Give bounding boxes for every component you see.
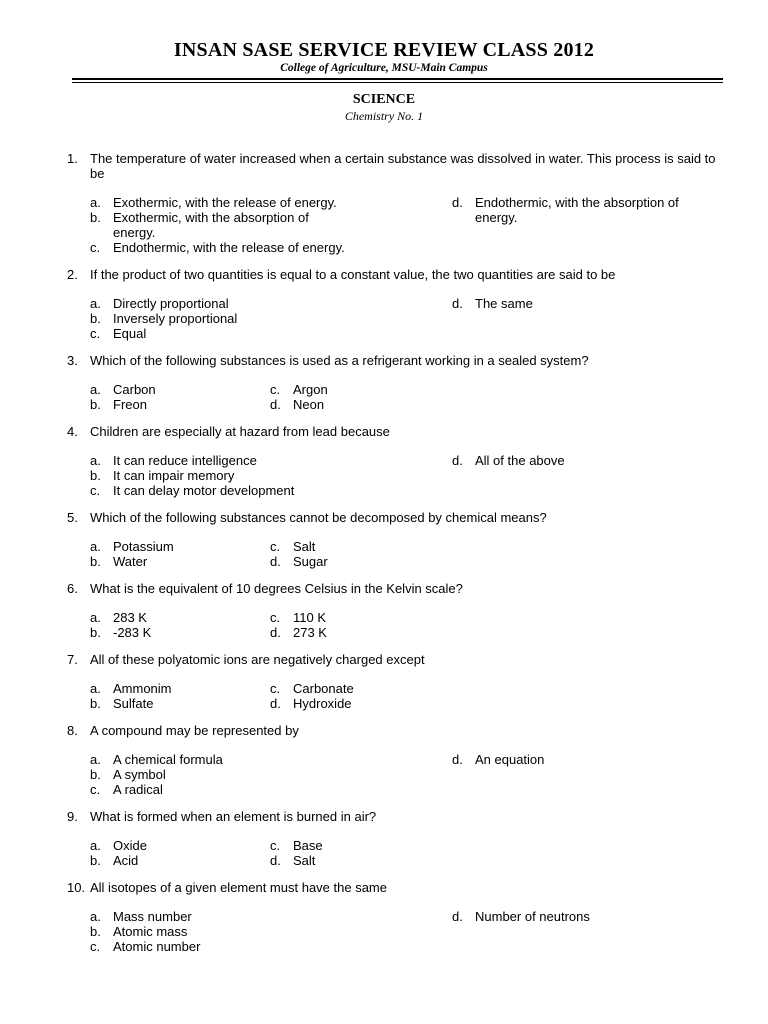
question-stem [0,652,768,667]
option-letter: c. [270,539,281,554]
option-text: Carbonate [293,681,354,696]
option-letter: b. [90,311,101,326]
option-letter: b. [90,554,101,569]
option-letter: d. [452,453,463,468]
option-text: Sugar [293,554,328,569]
question-stem [0,581,768,596]
option-text: Salt [293,539,316,554]
option-letter: b. [90,210,101,225]
question-number: 7. [67,652,78,667]
question-1 [0,151,768,255]
question-number: 6. [67,581,78,596]
option-letter: a. [90,838,101,853]
option-letter: a. [90,195,101,210]
question-4 [0,424,768,498]
option-letter: c. [90,782,101,797]
option-text: Ammonim [113,681,172,696]
option-letter: d. [270,397,281,412]
question-stem [0,723,768,738]
option-text: 283 K [113,610,147,625]
question-6 [0,581,768,640]
option-text: Mass number [113,909,192,924]
option-text: Water [113,554,148,569]
question-2 [0,267,768,341]
option-text: Hydroxide [293,696,352,711]
option-letter: a. [90,681,101,696]
option-text: Sulfate [113,696,154,711]
question-text: Children are especially at hazard from lead because [90,424,390,439]
option-letter: d. [270,625,281,640]
option-text: Base [293,838,323,853]
option-text: Argon [293,382,328,397]
question-text: Which of the following substances cannot be decomposed by chemical means? [90,510,547,525]
answer-options [0,195,768,255]
option-text: All of the above [475,453,565,468]
question-number: 8. [67,723,78,738]
subject-subtitle: Chemistry No. 1 [344,109,424,123]
question-5 [0,510,768,569]
page-title: INSAN SASE SERVICE REVIEW CLASS 2012 [173,39,595,61]
option-letter: c. [90,483,101,498]
answer-options [0,382,768,412]
answer-options [0,838,768,868]
option-text: An equation [475,752,545,767]
option-letter: a. [90,382,101,397]
option-letter: b. [90,397,101,412]
header-rule-thin [72,82,723,83]
option-letter: a. [90,296,101,311]
question-stem [0,151,768,181]
question-stem [0,880,768,895]
option-text: Exothermic, with the absorption of energy. [113,210,309,240]
option-text: It can delay motor development [113,483,295,498]
question-text: All of these polyatomic ions are negatively charged except [90,652,425,667]
answer-options [0,453,768,498]
question-3 [0,353,768,412]
question-stem [0,510,768,525]
option-letter: d. [270,554,281,569]
option-text: Endothermic, with the absorption of energy. [475,195,679,225]
option-letter: c. [270,382,281,397]
question-text: A compound may be represented by [90,723,299,738]
option-text: Equal [113,326,147,341]
question-number: 5. [67,510,78,525]
option-text: Oxide [113,838,147,853]
option-text: Freon [113,397,147,412]
college-line: College of Agriculture, MSU-Main Campus [280,62,488,74]
question-8 [0,723,768,797]
option-text: Acid [113,853,139,868]
option-letter: b. [90,625,101,640]
option-text: A symbol [113,767,166,782]
question-stem [0,809,768,824]
option-letter: a. [90,752,101,767]
question-9 [0,809,768,868]
option-text: The same [475,296,533,311]
question-10 [0,880,768,954]
answer-options [0,296,768,341]
option-letter: c. [90,939,101,954]
question-text: The temperature of water increased when a certain substance was dissolved in water. This process is said to be [90,151,716,181]
option-text: A chemical formula [113,752,223,767]
answer-options [0,610,768,640]
option-letter: b. [90,468,101,483]
option-letter: d. [452,296,463,311]
option-text: Exothermic, with the release of energy. [113,195,337,210]
option-letter: d. [270,853,281,868]
option-text: 273 K [293,625,327,640]
option-letter: a. [90,453,101,468]
answer-options [0,539,768,569]
option-letter: b. [90,767,101,782]
question-number: 2. [67,267,78,282]
option-text: Inversely proportional [113,311,238,326]
option-letter: c. [270,681,281,696]
question-7 [0,652,768,711]
option-letter: c. [270,610,281,625]
subject-heading: SCIENCE [352,92,416,107]
option-letter: a. [90,539,101,554]
question-number: 3. [67,353,78,368]
option-text: It can reduce intelligence [113,453,257,468]
option-text: Directly proportional [113,296,229,311]
option-letter: b. [90,924,101,939]
question-number: 1. [67,151,78,166]
option-text: It can impair memory [113,468,235,483]
question-text: Which of the following substances is used as a refrigerant working in a sealed system? [90,353,589,368]
question-stem [0,353,768,368]
option-text: -283 K [113,625,152,640]
header-rule-thick [72,78,723,80]
answer-options [0,909,768,954]
option-text: Atomic number [113,939,201,954]
option-text: Endothermic, with the release of energy. [113,240,345,255]
question-text: All isotopes of a given element must have the same [90,880,387,895]
question-number: 10. [67,880,86,895]
question-text: What is the equivalent of 10 degrees Celsius in the Kelvin scale? [90,581,463,596]
option-letter: c. [270,838,281,853]
option-letter: d. [452,195,463,210]
option-text: 110 K [293,610,327,625]
option-letter: a. [90,610,101,625]
option-text: Atomic mass [113,924,188,939]
question-text: What is formed when an element is burned in air? [90,809,377,824]
question-list [0,151,768,966]
question-text: If the product of two quantities is equal to a constant value, the two quantities are said to be [90,267,616,282]
option-text: Salt [293,853,316,868]
option-letter: b. [90,696,101,711]
option-letter: c. [90,326,101,341]
option-text: Neon [293,397,325,412]
option-letter: b. [90,853,101,868]
question-number: 9. [67,809,78,824]
option-letter: d. [452,909,463,924]
answer-options [0,752,768,797]
option-text: Number of neutrons [475,909,590,924]
option-text: Carbon [113,382,156,397]
option-letter: d. [452,752,463,767]
option-letter: c. [90,240,101,255]
question-stem [0,267,768,282]
option-text: Potassium [113,539,174,554]
option-text: A radical [113,782,163,797]
question-number: 4. [67,424,78,439]
option-letter: d. [270,696,281,711]
answer-options [0,681,768,711]
question-stem [0,424,768,439]
option-letter: a. [90,909,101,924]
